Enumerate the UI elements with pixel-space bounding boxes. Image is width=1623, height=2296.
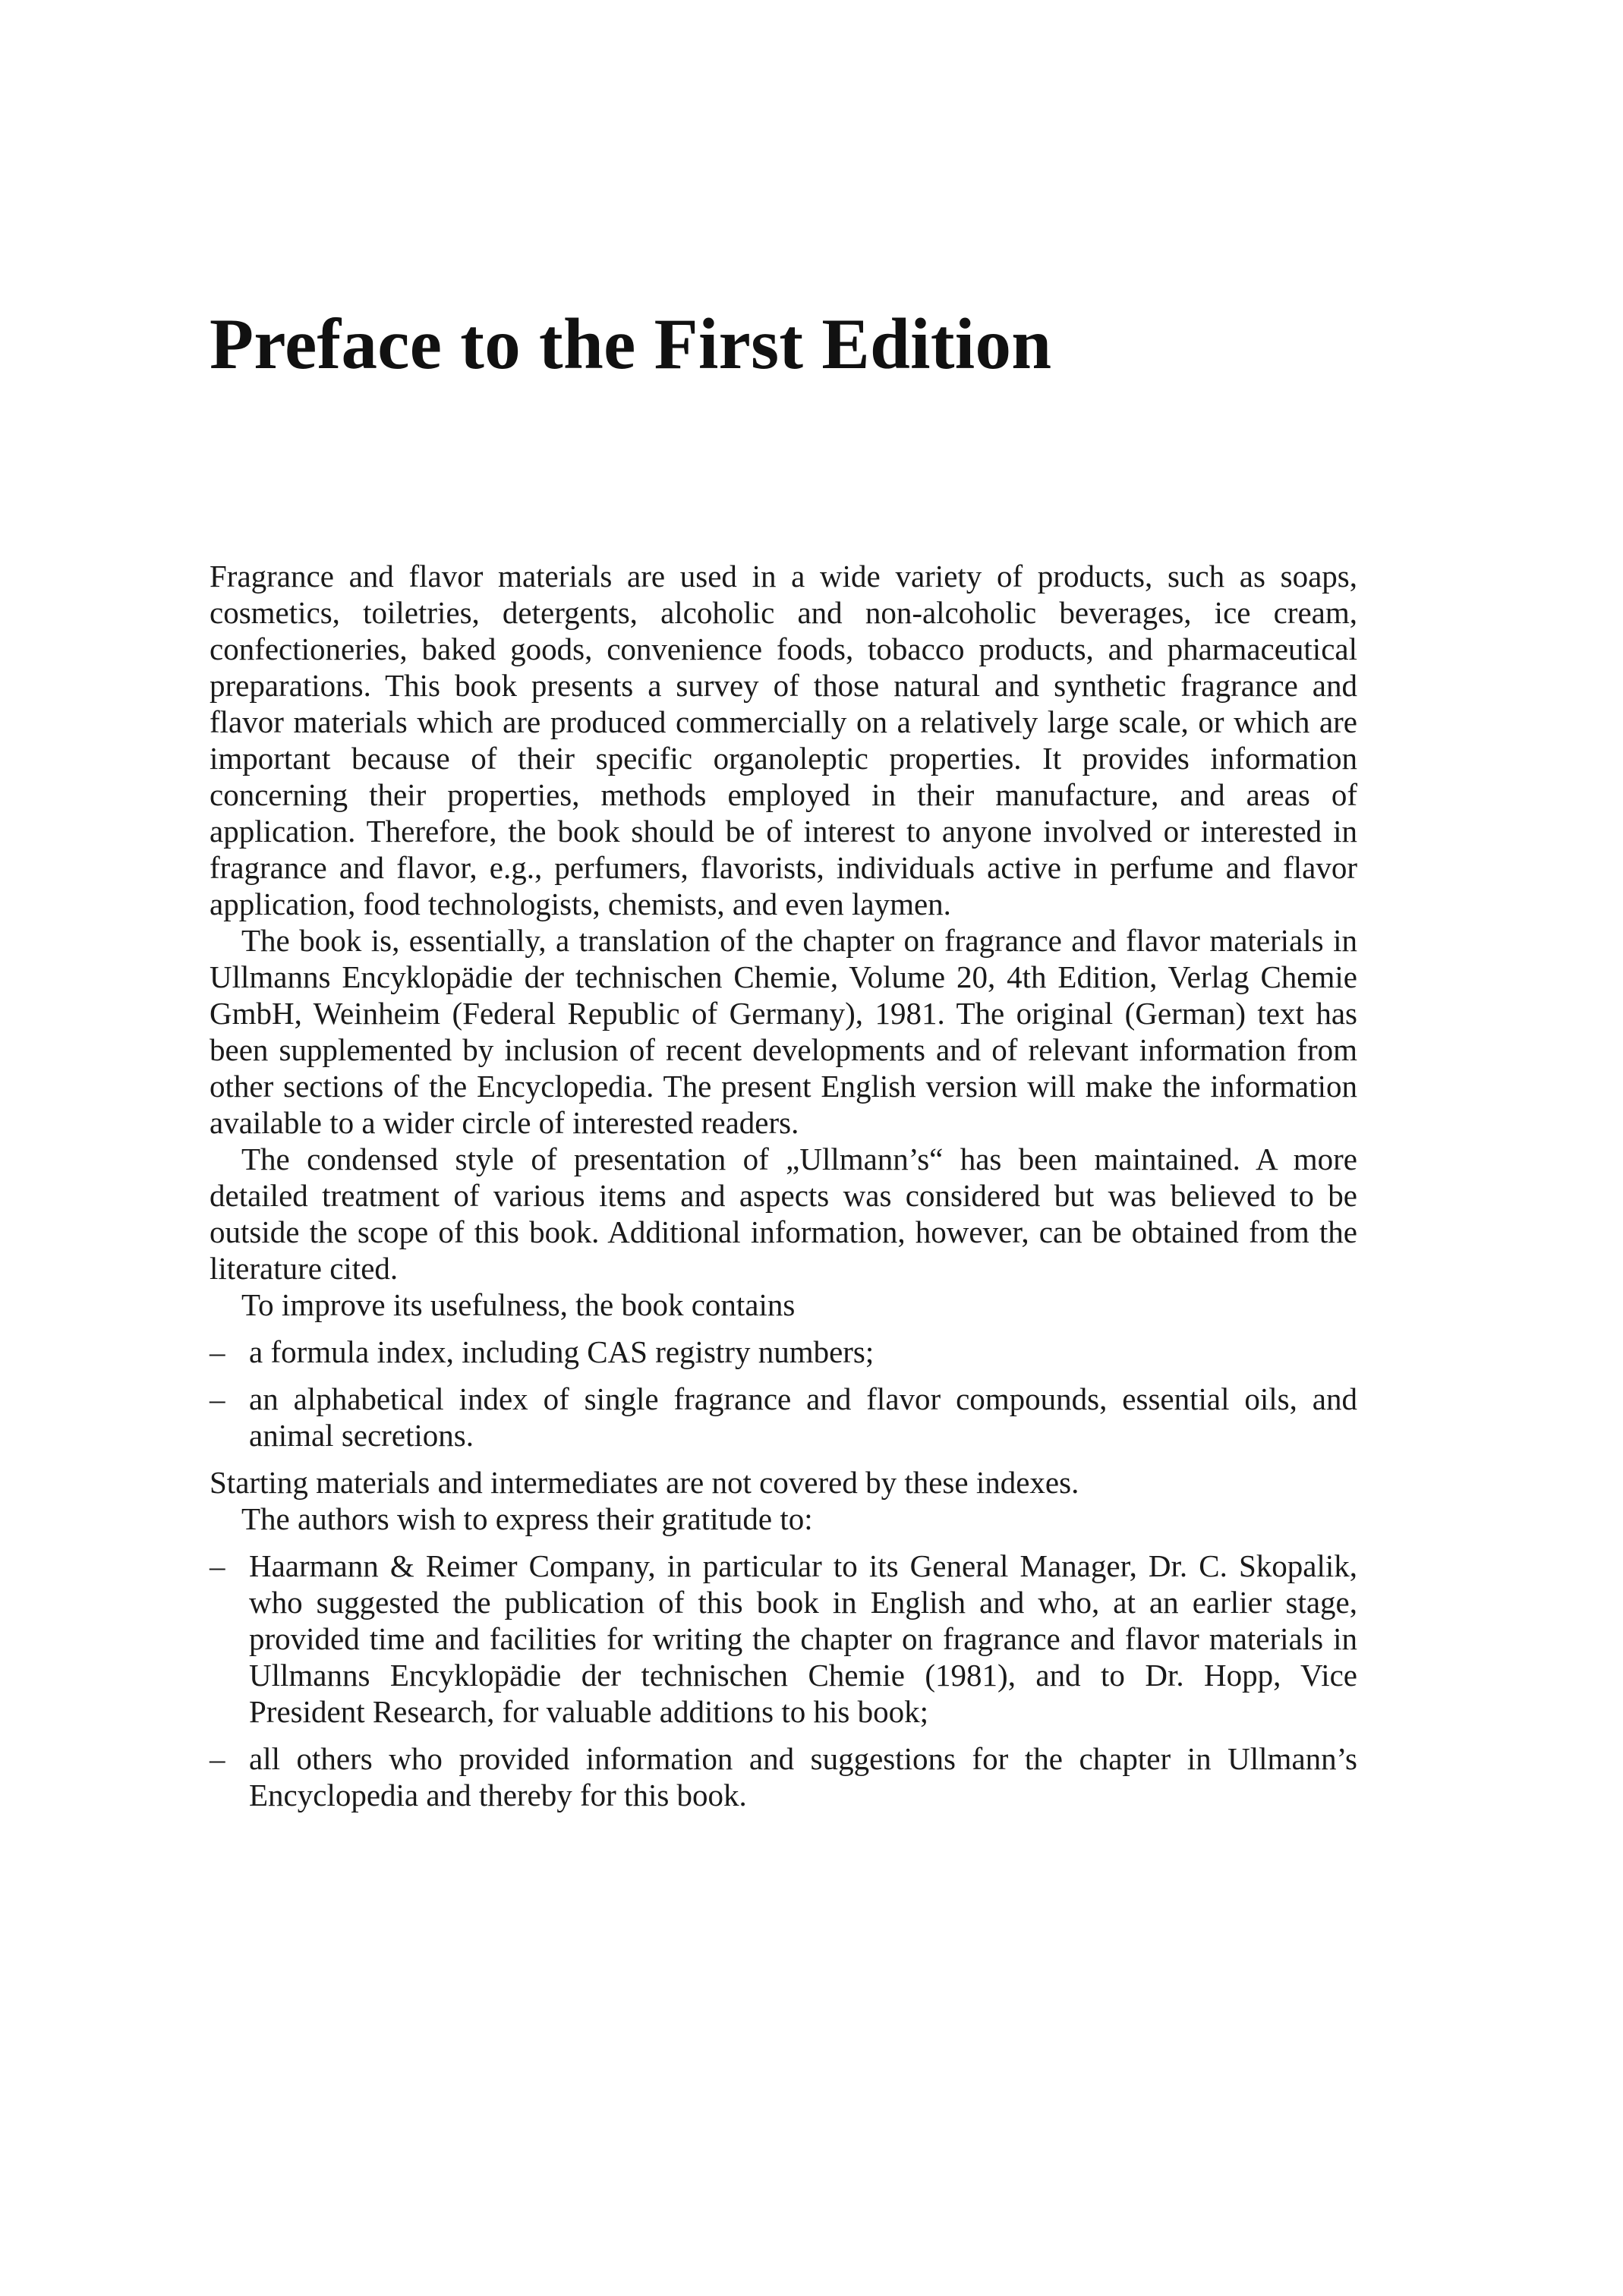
gratitude-list [210, 1548, 1357, 1813]
contents-list [210, 1334, 1357, 1454]
list-item-text: Haarmann & Reimer Company, in particular to its General Manager, Dr. C. Skopalik, who suggested the publication of this book in English and who, at an earlier stage, provided time and facilities for writing the chapter on fragrance and flavor materials in Ullmanns Encyklopädie der technischen Chemie (1981), and to Dr. Hopp, Vice President Research, for valuable additions to his book; [249, 1548, 1357, 1729]
paragraph-5: Starting materials and intermediates are not covered by these indexes. [210, 1465, 1079, 1500]
paragraph-6: The authors wish to express their gratitude to: [241, 1501, 813, 1536]
list-item [210, 1548, 1357, 1730]
paragraph-2: The book is, essentially, a translation of the chapter on fragrance and flavor materials in Ullmanns Encyklopädie der technischen Chemie, Volume 20, 4th Edition, Verlag Chemie GmbH, Weinheim (Federal Republic of Germany), 1981. The original (German) text has been supplemented by inclusion of recent developments and of relevant information from other sections of the Encyclopedia. The present English version will make the information available to a wider circle of interested readers. [210, 923, 1357, 1140]
paragraph-1: Fragrance and flavor materials are used in a wide variety of products, such as soaps, cosmetics, toiletries, detergents, alcoholic and non-alcoholic beverages, ice cream, confectioneries, baked goods, convenience foods, tobacco products, and pharmaceutical preparations. This book presents a survey of those natural and synthetic fragrance and flavor materials which are produced commercially on a relatively large scale, or which are important because of their specific organoleptic properties. It provides information concerning their properties, methods employed in their manufacture, and areas of application. Therefore, the book should be of interest to anyone involved or interested in fragrance and flavor, e.g., perfumers, flavorists, individuals active in perfume and flavor application, food technologists, chemists, and even laymen. [210, 559, 1357, 921]
list-item-text: an alphabetical index of single fragrance and flavor compounds, essential oils, and animal secretions. [249, 1381, 1357, 1453]
dash-bullet: – [210, 1334, 225, 1369]
list-item-text: a formula index, including CAS registry numbers; [249, 1334, 875, 1369]
paragraph-4: To improve its usefulness, the book contains [241, 1287, 796, 1322]
dash-bullet: – [210, 1548, 225, 1583]
page-title: Preface to the First Edition [210, 304, 1052, 384]
list-item [210, 1381, 1357, 1454]
list-item [210, 1740, 1357, 1813]
paragraph-3: The condensed style of presentation of „Ullmann’s“ has been maintained. A more detailed treatment of various items and aspects was considered but was believed to be outside the scope of this book. Additional information, however, can be obtained from the literature cited. [210, 1142, 1357, 1286]
list-item-text: all others who provided information and suggestions for the chapter in Ullmann’s Encyclopedia and thereby for this book. [249, 1741, 1357, 1813]
preface-body [210, 558, 1357, 1824]
dash-bullet: – [210, 1741, 225, 1776]
list-item [210, 1334, 1357, 1370]
dash-bullet: – [210, 1381, 225, 1416]
